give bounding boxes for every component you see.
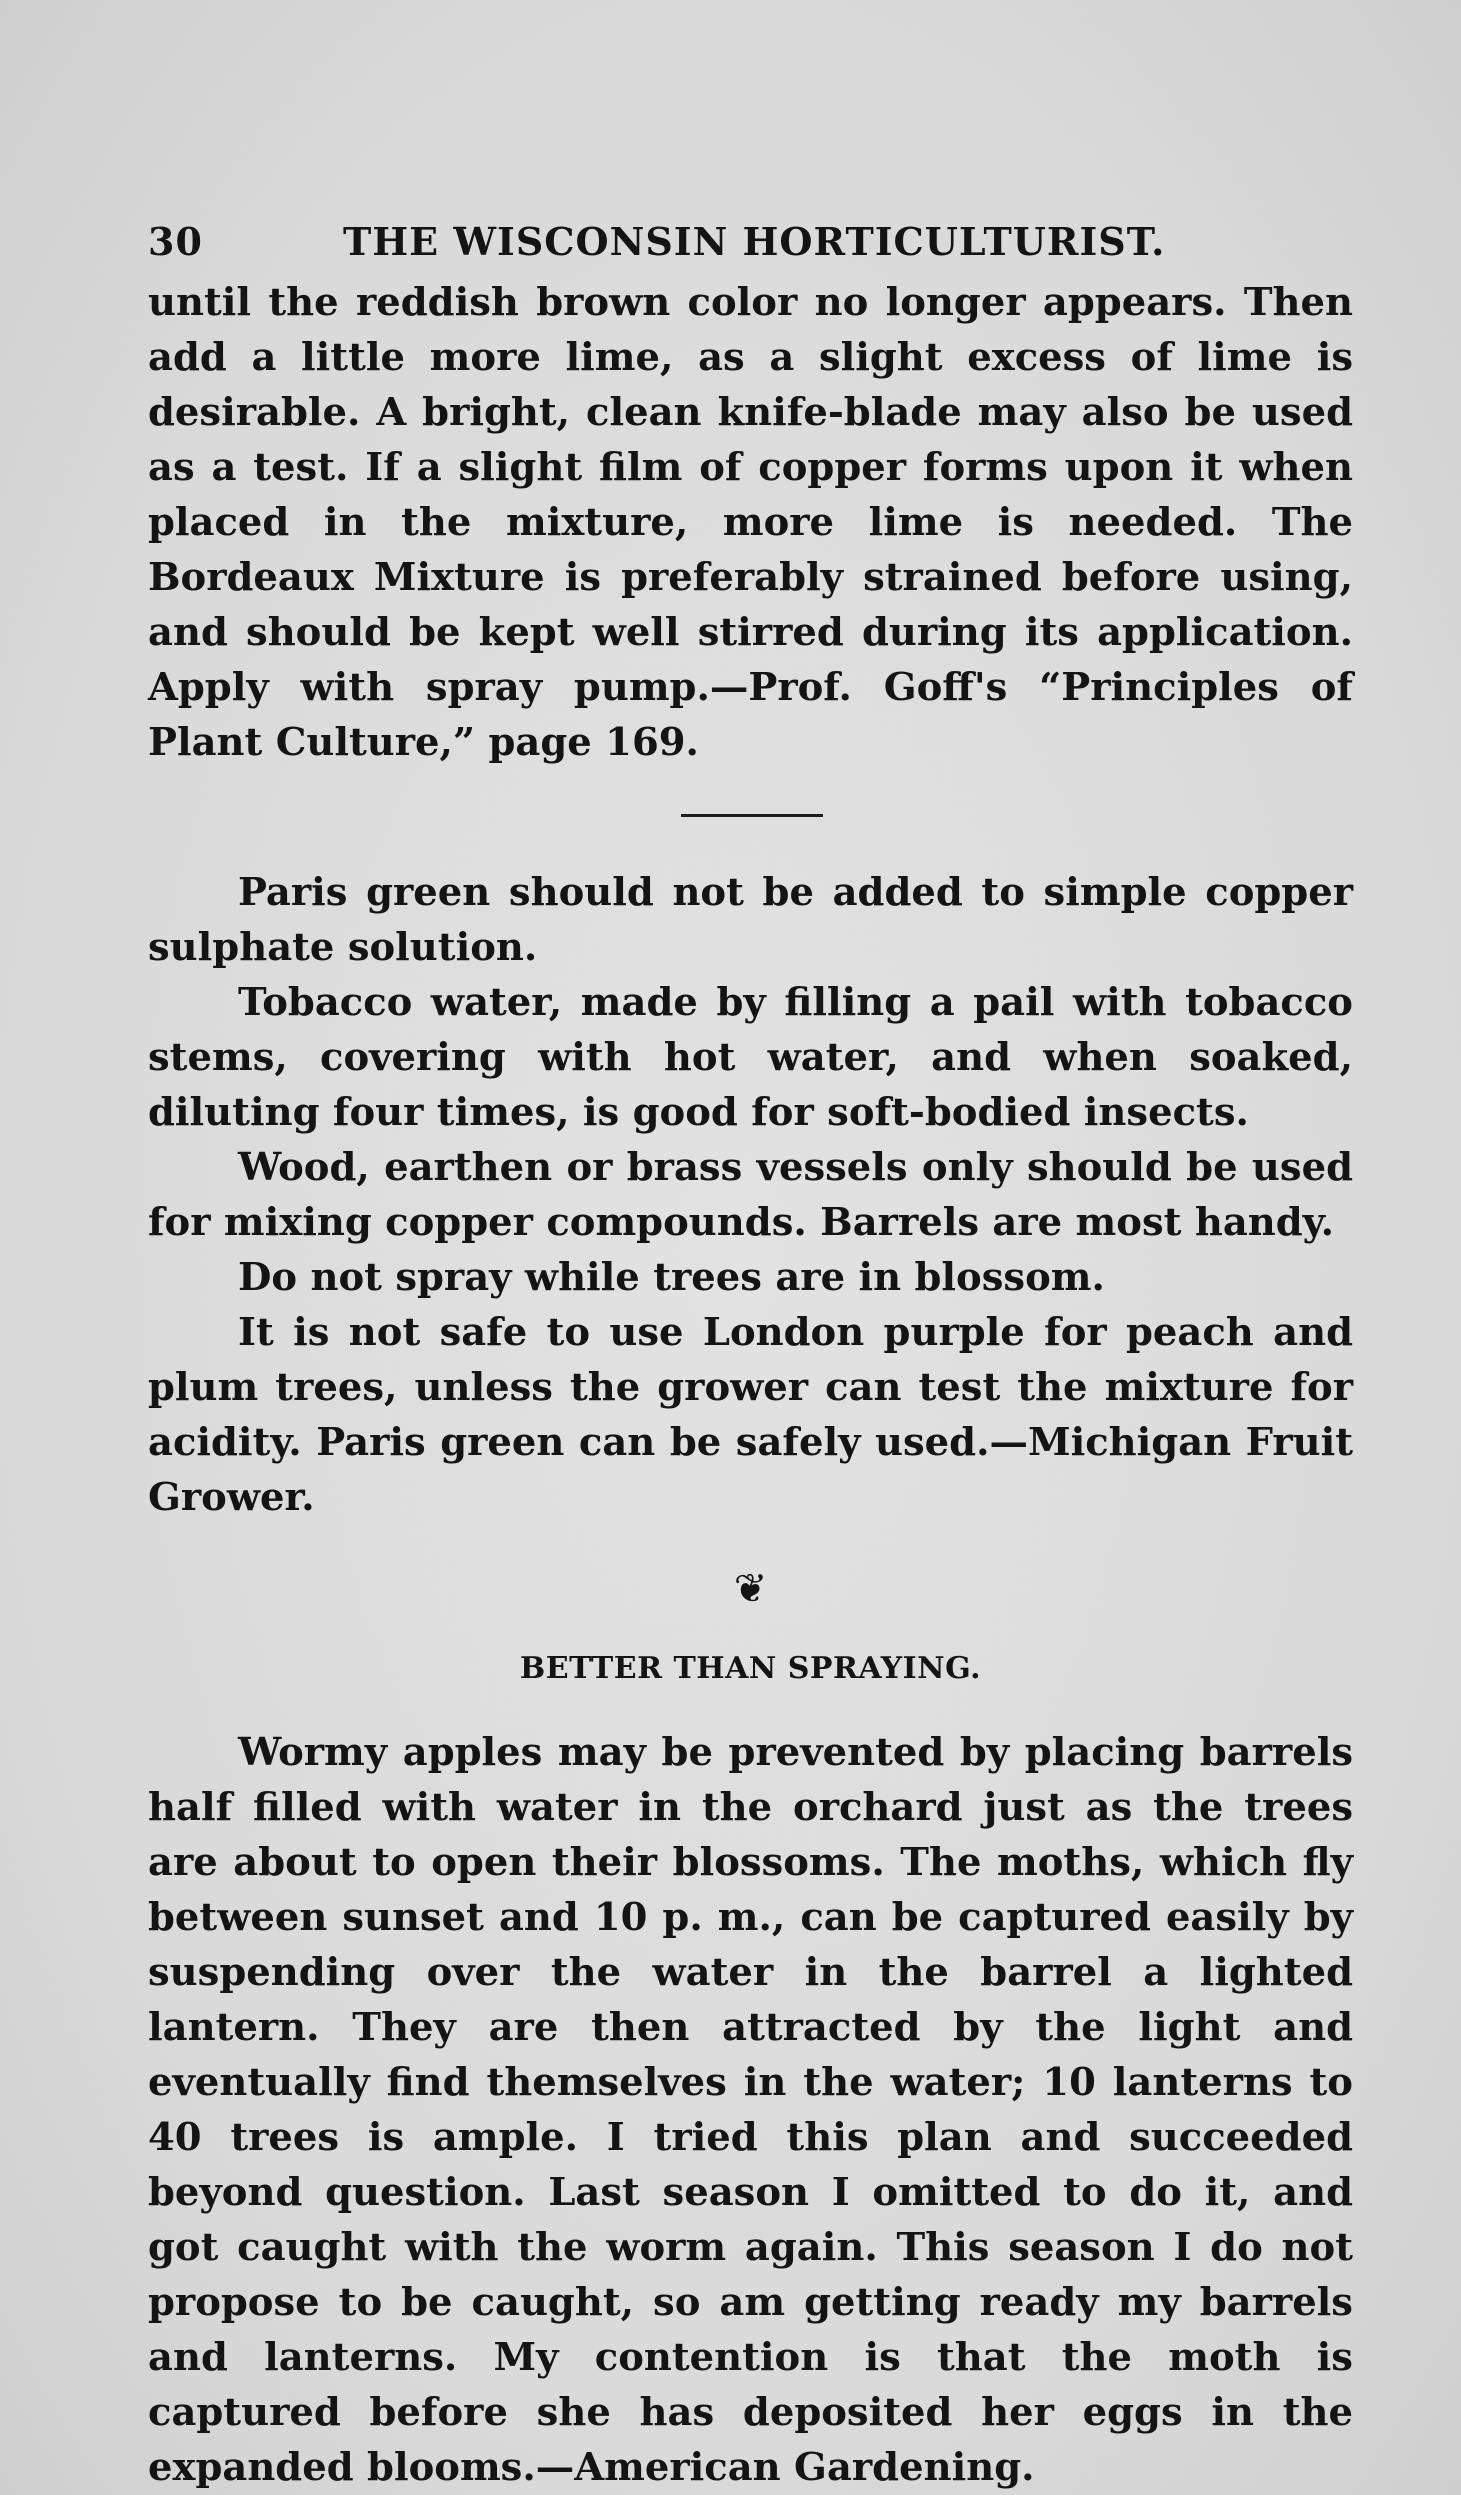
- fleuron-ornament-icon: ❦: [733, 1566, 768, 1612]
- section-divider: [681, 814, 823, 817]
- running-head: [148, 205, 1353, 275]
- note-paragraph: It is not safe to use London purple for peach and plum trees, unless the grower can test the mixture for acidity. Paris green can be safely used.—Michigan Fruit Grower.: [148, 1310, 1353, 1520]
- journal-title: THE WISCONSIN HORTICULTURIST.: [343, 219, 1166, 264]
- note-paragraph: Do not spray while trees are in blossom.: [238, 1255, 1105, 1300]
- section-heading: BETTER THAN SPRAYING.: [519, 1651, 982, 1686]
- note-paragraph: Paris green should not be added to simple copper sulphate solution.: [148, 870, 1353, 970]
- continued-paragraph: until the reddish brown color no longer appears. Then add a little more lime, as a slight excess of lime is desirable. A bright, clean knife-blade may also be used as a test. If a slight film of copper forms upon it when placed in the mixture, more lime is needed. The Bordeaux Mixture is preferably strained before using, and should be kept well stirred during its application. Apply with spray pump.—Prof. Goff's “Principles of Plant Culture,” page 169.: [148, 280, 1353, 765]
- section-body: Wormy apples may be prevented by placing barrels half filled with water in the orchard just as the trees are about to open their blossoms. The moths, which fly between sunset and 10 p. m., can be captured easily by suspending over the water in the barrel a lighted lantern. They are then attracted by the light and eventually find themselves in the water; 10 lanterns to 40 trees is ample. I tried this plan and succeeded beyond question. Last season I omitted to do it, and got caught with the worm again. This season I do not propose to be caught, so am getting ready my barrels and lanterns. My contention is that the moth is captured before she has deposited her eggs in the expanded blooms.—American Gardening.: [148, 1730, 1353, 2490]
- page-content: [148, 205, 1353, 2495]
- note-paragraph: Wood, earthen or brass vessels only should be used for mixing copper compounds. Barrels are most handy.: [148, 1145, 1353, 1245]
- note-paragraph: Tobacco water, made by filling a pail with tobacco stems, covering with hot water, and when soaked, diluting four times, is good for soft-bodied insects.: [148, 980, 1353, 1135]
- page-number: 30: [148, 219, 203, 264]
